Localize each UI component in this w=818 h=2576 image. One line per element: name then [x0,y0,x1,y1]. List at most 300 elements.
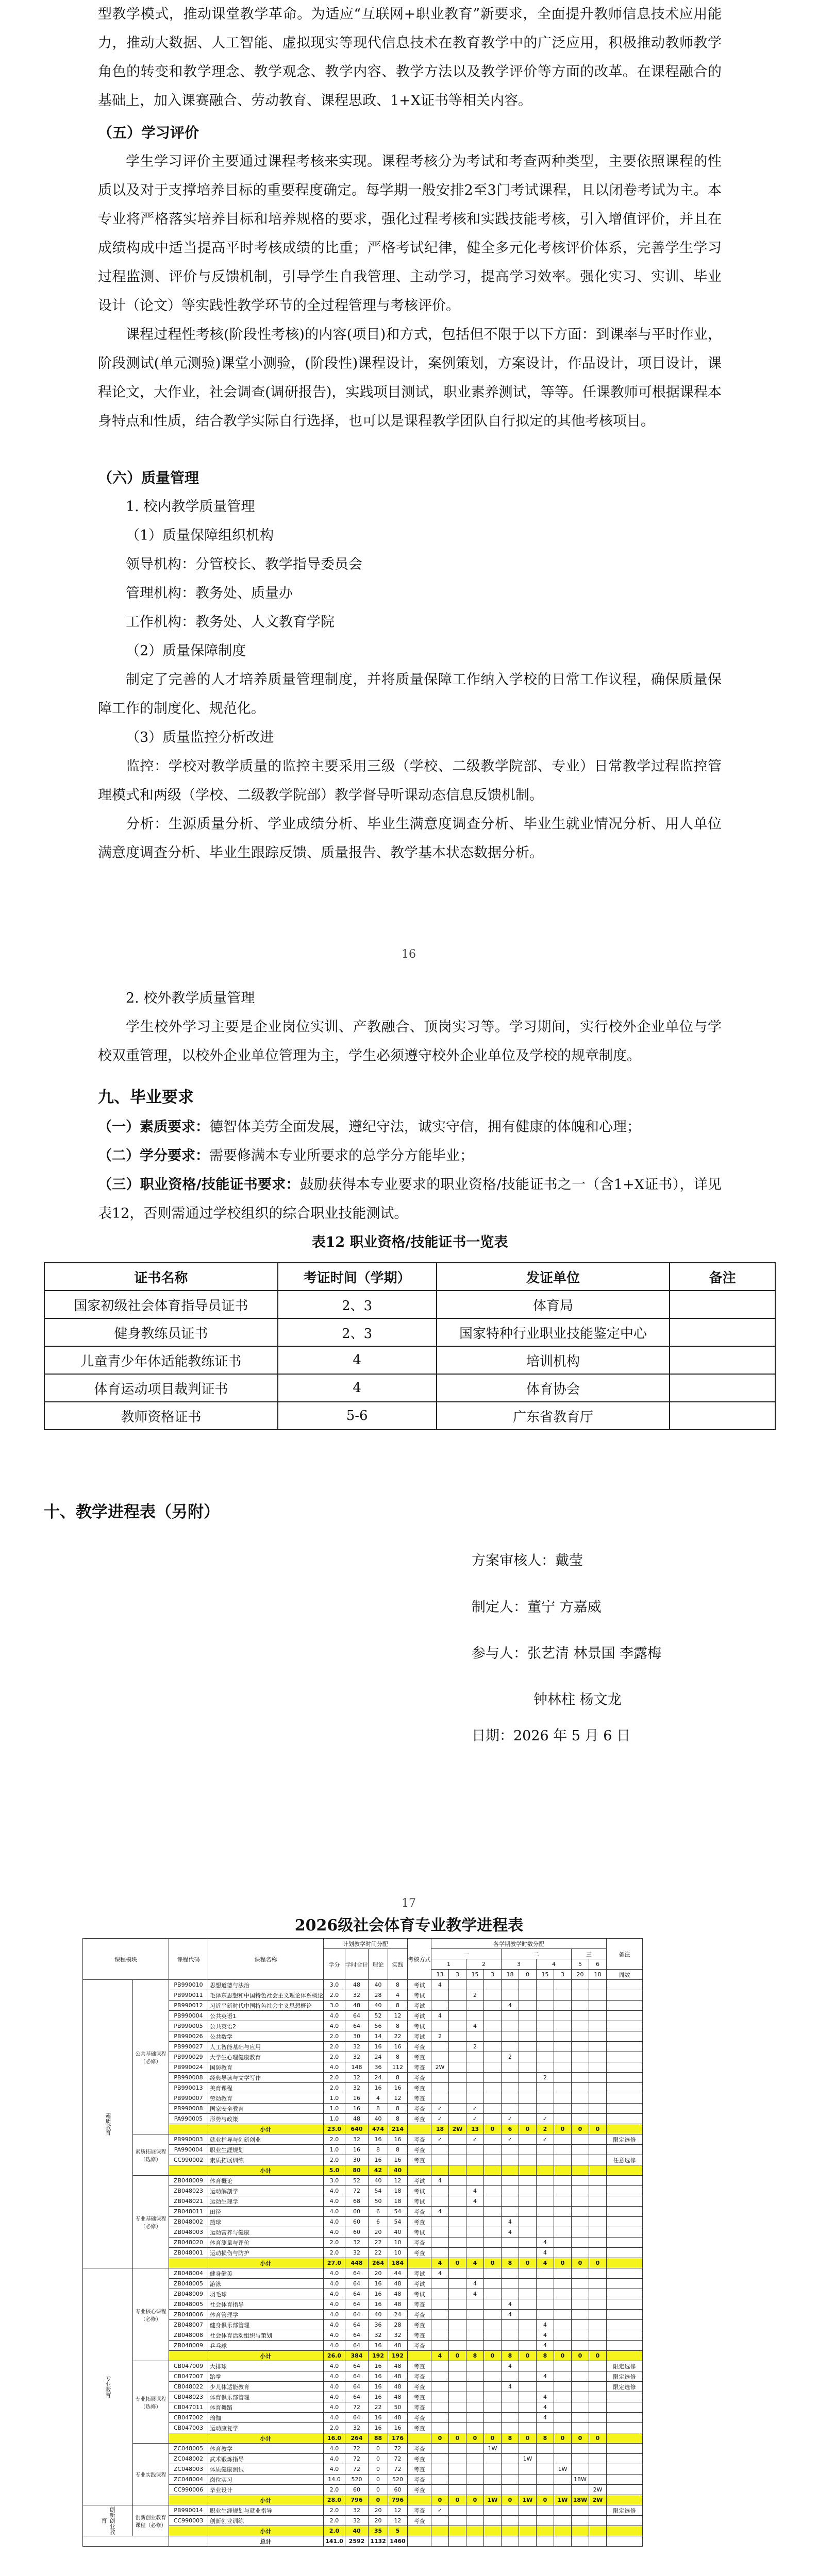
schedule-subtotal-cell: 0 [589,2433,607,2444]
schedule-cell: 考查 [408,2310,431,2320]
schedule-cell: 16 [369,2299,388,2310]
schedule-cell: 50 [388,2402,408,2413]
schedule-cell [431,2371,449,2382]
schedule-total-cell: 141.0 [324,2536,345,2547]
schedule-cell [449,2145,466,2155]
schedule-cell: 8 [388,2104,408,2114]
schedule-cell: 限定选修 [607,2371,643,2382]
schedule-subtotal-cell: 8 [502,2351,519,2361]
cert-table-cell: 2、3 [278,1318,437,1346]
assessment-paragraph-1: 学生学习评价主要通过课程考核来实现。课程考核分为考试和考查两种类型，主要依照课程的性质以及对于支撑培养目标的重要程度确定。每学期一般安排2至3门考试课程，且以闭卷考试为主。本专业将严格落实培养目标和培养规格的要求，强化过程考核和实践技能考核，引入增值评价，并且在成绩构成中适当提高平时考核成绩的比重；严格考试纪律，健全多元化考核评价体系，完善学生学习过程监测、评价与反馈机制，引导学生自我管理、主动学习，提高学习效率。强化实习、实训、毕业设计（论文）等实践性教学环节的全过程管理与考核评价。 [98,154,722,314]
schedule-total-cell [572,2536,589,2547]
schedule-subtotal-cell: 0 [466,2433,484,2444]
schedule-cell [554,2392,572,2402]
schedule-subtotal-cell: 小计 [208,2351,324,2361]
schedule-term-6: 6 [589,1959,607,1970]
schedule-cell: 2.0 [324,2238,345,2248]
schedule-cell: 4 [502,2001,519,2011]
schedule-cell [449,2341,466,2351]
schedule-cell [449,2485,466,2495]
schedule-cell [589,2238,607,2248]
schedule-subtotal-cell: 0 [449,2495,466,2505]
schedule-cell: PB990024 [169,2062,208,2073]
schedule-subtotal-cell [408,2258,431,2268]
schedule-cell [484,2454,502,2464]
schedule-cell [572,2093,589,2104]
schedule-cell: ZB048006 [169,2310,208,2320]
schedule-cell: 考试 [408,2268,431,2279]
cert-table [44,1262,776,1430]
schedule-cell [484,2155,502,2165]
schedule-cell [537,2268,554,2279]
schedule-cell: 考试 [408,2227,431,2238]
schedule-cell: 2.0 [324,2155,345,2165]
schedule-cell [502,2083,519,2093]
schedule-cell [449,2330,466,2341]
schedule-cell [466,2031,484,2042]
schedule-cell [484,2392,502,2402]
schedule-cell: 考查 [408,2093,431,2104]
schedule-cell: 30 [345,2155,369,2165]
schedule-cell: 60 [345,2227,369,2238]
schedule-cell: 经典导读与文学写作 [208,2073,324,2083]
schedule-cell [572,2423,589,2433]
schedule-subtotal-cell: 8 [502,2433,519,2444]
schedule-cell: 18 [388,2186,408,2196]
schedule-cell [572,2268,589,2279]
schedule-course-row [83,2268,643,2279]
schedule-cell: 4 [466,2289,484,2299]
quality-analysis-paragraph: 分析：生源质量分析、学业成绩分析、毕业生满意度调查分析、毕业生就业情况分析、用人单位满意度调查分析、毕业生跟踪反馈、质量报告、教学基本状态数据分析。 [98,816,722,861]
schedule-subtotal-cell: 0 [519,2124,537,2134]
schedule-cell [466,2413,484,2423]
schedule-course-row [83,2361,643,2371]
cert-col-issuer: 发证单位 [437,1263,670,1291]
schedule-cell [449,2423,466,2433]
schedule-cell [589,2145,607,2155]
schedule-cell: 4 [502,2217,519,2227]
schedule-cell [607,2083,643,2093]
schedule-cell [466,2011,484,2021]
schedule-cell [466,2361,484,2371]
schedule-cell [431,2475,449,2485]
schedule-subtotal-cell: 26.0 [324,2351,345,2361]
schedule-course-row [83,2444,643,2454]
schedule-cell: 48 [388,2413,408,2423]
schedule-cell [431,1990,449,2001]
schedule-cell [484,2341,502,2351]
schedule-subtotal-cell: 796 [388,2495,408,2505]
schedule-cell: 考查 [408,2207,431,2217]
schedule-cell [466,2310,484,2320]
schedule-cell [484,2042,502,2052]
schedule-cell [502,2073,519,2083]
req-3-label: （三）职业资格/技能证书要求： [98,1177,300,1193]
schedule-cell: 14 [369,2031,388,2042]
schedule-cell [519,1980,537,1990]
schedule-cell [607,2052,643,2062]
schedule-cell [484,2001,502,2011]
schedule-total-cell [502,2536,519,2547]
schedule-cell: 8 [388,2114,408,2124]
schedule-subtotal-cell: 0 [589,2258,607,2268]
schedule-cell: 考查 [408,2413,431,2423]
schedule-cell [607,2001,643,2011]
schedule-cell: 考试 [408,2289,431,2299]
schedule-cell [502,2093,519,2104]
schedule-cell [519,2516,537,2526]
schedule-cell [431,2155,449,2165]
schedule-cell: CB047002 [169,2413,208,2423]
schedule-cell: PB990005 [169,2021,208,2031]
schedule-cell [572,2186,589,2196]
schedule-cell [484,1990,502,2001]
schedule-total-cell [607,2536,643,2547]
schedule-cell [572,2134,589,2145]
schedule-cell: 64 [345,2310,369,2320]
schedule-cell [537,2186,554,2196]
req-1-label: （一）素质要求： [98,1119,209,1135]
schedule-cell: 国家安全教育 [208,2104,324,2114]
schedule-cell: 32 [345,2134,369,2145]
schedule-subtotal-cell: 0 [484,2433,502,2444]
schedule-cell [589,2475,607,2485]
schedule-cell [589,2402,607,2413]
schedule-cell [484,2227,502,2238]
schedule-cell: PB990008 [169,2073,208,2083]
schedule-cell: 2.0 [324,2248,345,2258]
schedule-cell [484,2196,502,2207]
page-number-17: 17 [402,1897,416,1910]
schedule-cell: 22 [369,2238,388,2248]
schedule-cell: 10 [388,2238,408,2248]
schedule-subtotal-cell: 5 [388,2526,408,2536]
schedule-subtotal-cell: 2 [537,2124,554,2134]
schedule-col-total: 学时合计 [345,1949,369,1980]
schedule-cell [502,2413,519,2423]
schedule-cell [554,2052,572,2062]
schedule-cell: PB990007 [169,2093,208,2104]
schedule-big-category: 专业教育 [83,2268,133,2505]
schedule-cell: 健身俱乐部管理 [208,2320,324,2330]
authors-line: 制定人：董宁 方嘉威 [472,1599,602,1615]
schedule-cell: 72 [345,2444,369,2454]
schedule-cell: PA990004 [169,2145,208,2155]
schedule-subtotal-cell [519,2526,537,2536]
schedule-cell [589,2341,607,2351]
schedule-col-credit: 学分 [324,1949,345,1980]
schedule-cell [572,2382,589,2392]
schedule-cell [449,2001,466,2011]
schedule-cell [572,2310,589,2320]
schedule-cell: 考试 [408,2279,431,2289]
schedule-cell [554,2320,572,2330]
schedule-subtotal-cell [607,2433,643,2444]
schedule-cell: 32 [345,2042,369,2052]
schedule-cell [572,2341,589,2351]
schedule-cell [449,2104,466,2114]
schedule-cell: 28 [369,1990,388,2001]
schedule-subtotal-cell: 8 [537,2433,554,2444]
schedule-cell [519,2248,537,2258]
schedule-cell: 大学生心理健康教育 [208,2052,324,2062]
schedule-cell [589,2062,607,2073]
schedule-cell [537,2052,554,2062]
schedule-cell [572,2392,589,2402]
schedule-subtotal-cell: 0 [554,2351,572,2361]
schedule-cell [589,2413,607,2423]
schedule-heading: 十、教学进程表（另附） [44,1503,220,1521]
schedule-cell: 16 [345,2145,369,2155]
schedule-cell [537,2289,554,2299]
schedule-cell: 4.0 [324,2454,345,2464]
schedule-cell: ZB048020 [169,2238,208,2248]
schedule-cell: 4 [466,2186,484,2196]
schedule-cell [607,2114,643,2124]
schedule-cell: 考查 [408,2423,431,2433]
cert-table-row [44,1346,775,1374]
schedule-cell [431,2289,449,2299]
schedule-cell: ZB048011 [169,2207,208,2217]
cert-table-cell [670,1346,775,1374]
schedule-cell [537,2279,554,2289]
schedule-cell: CB047009 [169,2361,208,2371]
schedule-cell: 32 [345,2248,369,2258]
schedule-cell: 52 [345,2176,369,2186]
schedule-subtotal-cell: 1W [554,2495,572,2505]
schedule-cell: 60 [345,2207,369,2217]
schedule-cell: 16 [369,2134,388,2145]
schedule-year-3: 三 [572,1949,607,1959]
schedule-cell [537,2516,554,2526]
schedule-cell [484,2021,502,2031]
schedule-cell: PB990008 [169,2104,208,2114]
schedule-cell: 32 [345,2516,369,2526]
schedule-total-cell: 2592 [345,2536,369,2547]
cert-table-wrapper [44,1262,776,1430]
schedule-cell: 1.0 [324,2145,345,2155]
schedule-cell [466,2475,484,2485]
schedule-cell: 48 [345,2001,369,2011]
schedule-cell [502,2186,519,2196]
schedule-cell [554,2475,572,2485]
schedule-cell: 64 [345,2361,369,2371]
schedule-cell [519,1990,537,2001]
schedule-cell [431,2330,449,2341]
schedule-cell [502,2371,519,2382]
schedule-weeks-label: 周数 [607,1970,643,1980]
schedule-cell [572,2464,589,2475]
schedule-cell [466,2083,484,2093]
schedule-cell [466,2176,484,2186]
schedule-cell: 48 [345,2114,369,2124]
schedule-cell: 4 [537,2371,554,2382]
schedule-cell: 人工智能基础与应用 [208,2042,324,2052]
schedule-cell: 48 [388,2392,408,2402]
schedule-cell [466,2423,484,2433]
schedule-cell [607,2145,643,2155]
schedule-cell [554,2217,572,2227]
schedule-term-1: 1 [431,1959,466,1970]
schedule-cell: 64 [345,2279,369,2289]
schedule-cell [519,2093,537,2104]
schedule-cell [466,2299,484,2310]
schedule-cell [589,1980,607,1990]
assessment-section [98,118,722,436]
schedule-cell [466,2227,484,2238]
schedule-cell: 4 [537,2238,554,2248]
schedule-cell [502,2062,519,2073]
schedule-cell: 体育舞蹈 [208,2402,324,2413]
schedule-cell: 32 [345,2083,369,2093]
schedule-cell: 考查 [408,2042,431,2052]
schedule-subtotal-cell: 0 [519,2433,537,2444]
schedule-cell: 2.0 [324,2042,345,2052]
schedule-subtotal-cell [519,2165,537,2176]
schedule-cell: 国防教育 [208,2062,324,2073]
schedule-cell [607,2207,643,2217]
schedule-cell [502,2341,519,2351]
schedule-cell [484,2505,502,2516]
cert-table-cell: 健身教练员证书 [44,1318,278,1346]
schedule-cell: 72 [345,2464,369,2475]
schedule-cell [466,2145,484,2155]
schedule-cell [466,2155,484,2165]
schedule-subtotal-cell: 184 [388,2258,408,2268]
cert-table-cell: 儿童青少年体适能教练证书 [44,1346,278,1374]
schedule-subtotal-cell: 27.0 [324,2258,345,2268]
schedule-cell [519,2114,537,2124]
cert-table-cell: 体育协会 [437,1374,670,1402]
schedule-cell [519,2031,537,2042]
schedule-cell: 4.0 [324,2361,345,2371]
schedule-cell: 考查 [408,2402,431,2413]
schedule-cell: 2.0 [324,2073,345,2083]
schedule-cell [484,2083,502,2093]
schedule-cell [607,2330,643,2341]
schedule-subtotal-cell [169,2258,208,2268]
schedule-cell: ✓ [466,2104,484,2114]
schedule-cell: 美育课程 [208,2083,324,2093]
schedule-cell: 64 [345,2382,369,2392]
schedule-cell: 考查 [408,2341,431,2351]
schedule-subtotal-cell: 4 [537,2258,554,2268]
schedule-subtotal-cell: 4 [431,2351,449,2361]
schedule-cell [554,2402,572,2413]
schedule-cell [519,2062,537,2073]
schedule-cell: 任意选修 [607,2155,643,2165]
schedule-subtotal-cell: 0 [537,2495,554,2505]
schedule-subtotal-cell [607,2165,643,2176]
cert-table-row [44,1291,775,1318]
schedule-cell [431,2402,449,2413]
schedule-cell [607,2485,643,2495]
schedule-cell [589,2310,607,2320]
schedule-cell [589,2371,607,2382]
schedule-cell [431,2145,449,2155]
schedule-cell [589,2392,607,2402]
schedule-cell [519,2310,537,2320]
schedule-cell: 8 [388,2145,408,2155]
schedule-subtotal-cell: 28.0 [324,2495,345,2505]
schedule-cell [607,2279,643,2289]
schedule-subtotal-cell [408,2351,431,2361]
cert-table-caption: 表12 职业资格/技能证书一览表 [311,1234,508,1250]
schedule-cell [589,2176,607,2186]
schedule-cell [572,2361,589,2371]
schedule-cell [466,2093,484,2104]
schedule-cell [449,2413,466,2423]
schedule-cell: 4.0 [324,2382,345,2392]
schedule-subtotal-cell [431,2526,449,2536]
schedule-cell [502,2464,519,2475]
schedule-cell [466,2505,484,2516]
schedule-cell: PB990004 [169,2011,208,2021]
schedule-cell [519,2134,537,2145]
schedule-cell [431,2186,449,2196]
schedule-cell: 72 [388,2454,408,2464]
schedule-cell [554,2341,572,2351]
schedule-cell [554,2444,572,2454]
schedule-cell [572,2062,589,2073]
schedule-subtotal-cell: 192 [388,2351,408,2361]
schedule-cell: 运动解剖学 [208,2186,324,2196]
schedule-cell [607,2062,643,2073]
schedule-total-cell: 1132 [369,2536,388,2547]
schedule-subtotal-cell: 0 [484,2124,502,2134]
schedule-cell [466,2371,484,2382]
schedule-subtotal-cell: 小计 [208,2526,324,2536]
schedule-cell: 4 [537,2330,554,2341]
schedule-cell: 4.0 [324,2464,345,2475]
schedule-course-row [83,2505,643,2516]
schedule-cell [589,2083,607,2093]
schedule-cell: 乒乓球 [208,2341,324,2351]
schedule-cell: 4 [537,2402,554,2413]
schedule-cell [449,2207,466,2217]
schedule-cell: 24 [369,2073,388,2083]
schedule-cell: 16 [369,2371,388,2382]
schedule-cell: 2W [431,2062,449,2073]
req-2-label: （二）学分要求： [98,1148,209,1164]
schedule-cell: 4 [502,2382,519,2392]
schedule-col-weekly: 各学期教学时数分配 [431,1939,607,1949]
schedule-cell [589,2207,607,2217]
schedule-cell: 考试 [408,1990,431,2001]
schedule-subtotal-cell: 1W [519,2495,537,2505]
schedule-col-plan: 计划教学时间分配 [324,1939,408,1949]
schedule-subtotal-cell [502,2526,519,2536]
schedule-cell: 2.0 [324,2134,345,2145]
schedule-cell [484,2330,502,2341]
schedule-cell: 跆拳 [208,2371,324,2382]
schedule-cell [431,2361,449,2371]
schedule-cell [431,2093,449,2104]
schedule-subtotal-cell [589,2526,607,2536]
schedule-cell: 8 [388,2073,408,2083]
schedule-cell: 2.0 [324,1990,345,2001]
schedule-cell [589,2052,607,2062]
schedule-cell: 田径 [208,2207,324,2217]
schedule-cell [537,2093,554,2104]
schedule-cell [519,2073,537,2083]
schedule-cell [484,2104,502,2114]
schedule-course-row [83,1980,643,1990]
schedule-cell: 54 [388,2217,408,2227]
schedule-cell: ZB048023 [169,2186,208,2196]
schedule-cell [484,2299,502,2310]
schedule-cell [484,2145,502,2155]
